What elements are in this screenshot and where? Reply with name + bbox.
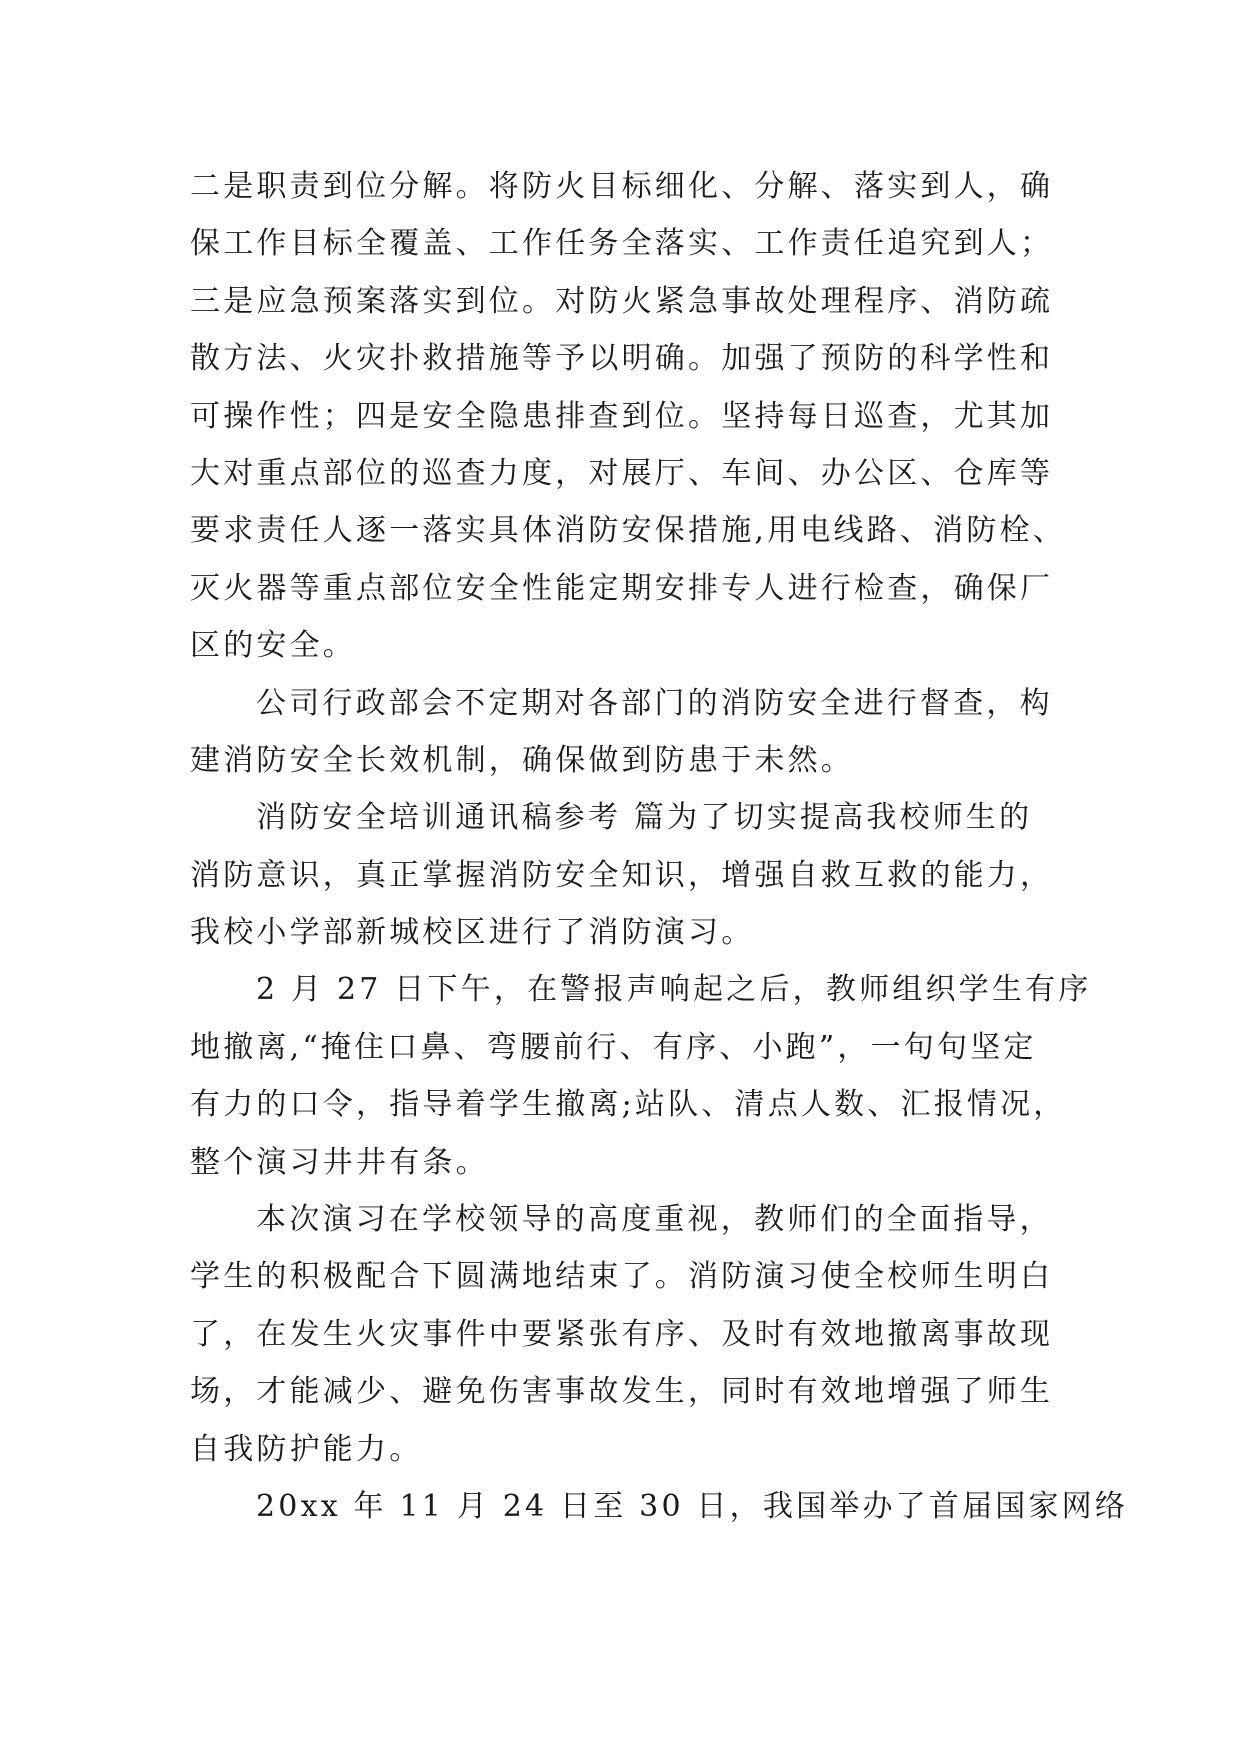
text-line: 消防意识，真正掌握消防安全知识，增强自救互救的能力， [190,857,1054,893]
text-line: 区的安全。 [190,628,356,664]
text-line: 有力的口令，指导着学生撤离;站队、清点人数、汇报情况， [190,1087,1067,1123]
text-line: 学生的积极配合下圆满地结束了。消防演习使全校师生明白 [190,1259,1054,1295]
text-line: 保工作目标全覆盖、工作任务全落实、工作责任追究到人； [190,226,1054,262]
text-line: 二是职责到位分解。将防火目标细化、分解、落实到人，确 [190,169,1054,204]
text-line: 大对重点部位的巡查力度，对展厅、车间、办公区、仓库等 [190,455,1054,491]
text-line: 公司行政部会不定期对各部门的消防安全进行督查，构 [256,685,1053,721]
text-line: 地撤离,“掩住口鼻、弯腰前行、有序、小跑”，一句句坚定 [190,1029,1037,1065]
text-line: 我校小学部新城校区进行了消防演习。 [190,915,755,951]
text-line: 三是应急预案落实到位。对防火紧急事故处理程序、消防疏 [190,283,1054,319]
text-line: 散方法、火灾扑救措施等予以明确。加强了预防的科学性和 [190,341,1054,377]
text-line: 场，才能减少、避免伤害事故发生，同时有效地增强了师生 [190,1374,1054,1410]
text-line: 整个演习井井有条。 [190,1144,489,1180]
text-line: 2 月 27 日下午，在警报声响起之后，教师组织学生有序 [256,972,1092,1008]
text-line: 要求责任人逐一落实具体消防安保措施,用电线路、消防栓、 [190,513,1066,549]
text-line: 可操作性；四是安全隐患排查到位。坚持每日巡查，尤其加 [190,398,1054,434]
text-line: 建消防安全长效机制，确保做到防患于未然。 [190,742,854,778]
text-line: 本次演习在学校领导的高度重视，教师们的全面指导， [256,1202,1053,1238]
text-line: 自我防护能力。 [190,1431,423,1467]
text-line: 灭火器等重点部位安全性能定期安排专人进行检查，确保厂 [190,570,1054,606]
text-line: 消防安全培训通讯稿参考 篇为了切实提高我校师生的 [256,800,1033,836]
text-line: 了，在发生火灾事件中要紧张有序、及时有效地撤离事故现 [190,1316,1054,1352]
document-body [190,158,1129,1535]
text-line: 20xx 年 11 月 24 日至 30 日，我国举办了首届国家网络 [256,1488,1129,1524]
